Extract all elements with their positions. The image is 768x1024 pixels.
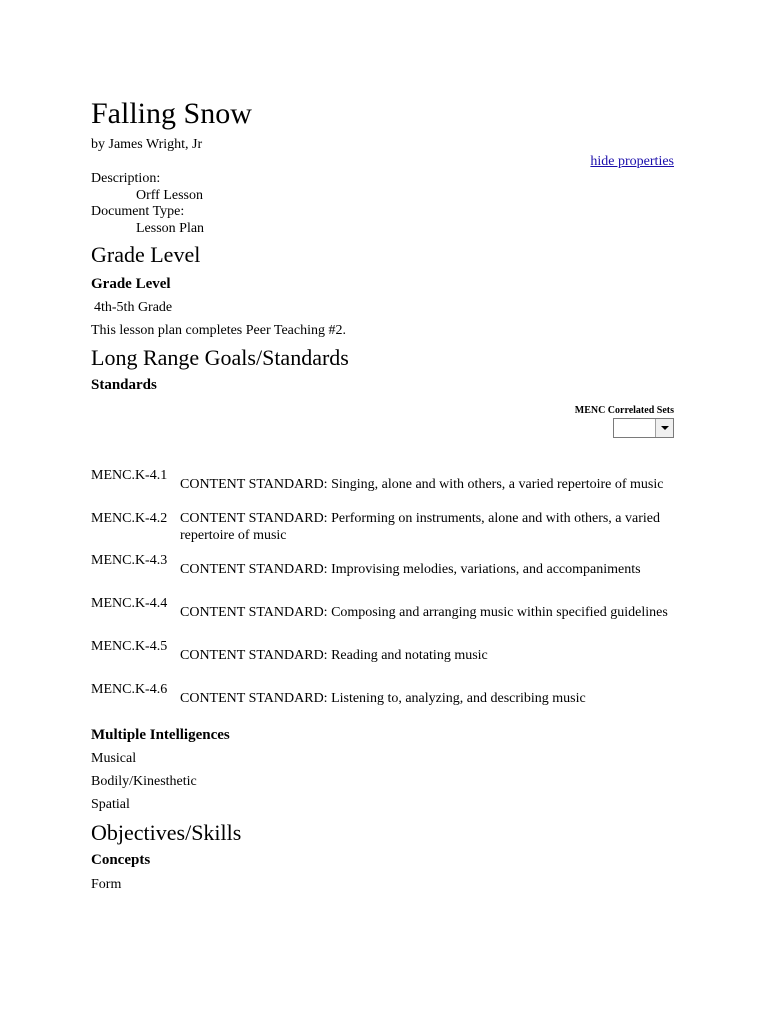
grade-level-value: 4th-5th Grade	[94, 300, 173, 315]
chevron-down-icon	[661, 426, 669, 430]
menc-correlated-sets-select[interactable]	[613, 418, 674, 438]
description-value: Orff Lesson	[136, 188, 204, 203]
standard-text: CONTENT STANDARD: Reading and notating music	[180, 647, 488, 663]
standard-code: MENC.K-4.1	[91, 468, 168, 483]
standard-text: CONTENT STANDARD: Improvising melodies, variations, and accompaniments	[180, 561, 641, 577]
standard-row	[91, 510, 677, 544]
standards-subheading: Standards	[91, 377, 157, 393]
standard-code: MENC.K-4.2	[91, 511, 168, 526]
standard-code: MENC.K-4.5	[91, 639, 168, 654]
standard-code: MENC.K-4.6	[91, 682, 168, 697]
standard-row	[91, 467, 677, 501]
document-author: by James Wright, Jr	[91, 137, 203, 152]
document-type-label: Document Type:	[91, 204, 185, 219]
intelligences-subheading: Multiple Intelligences	[91, 727, 230, 743]
document-type-value: Lesson Plan	[136, 221, 205, 236]
menc-select-label: MENC Correlated Sets	[574, 405, 674, 416]
intelligence-item: Musical	[91, 751, 137, 766]
document-title: Falling Snow	[91, 97, 252, 130]
intelligence-item: Spatial	[91, 797, 130, 812]
grade-level-heading: Grade Level	[91, 242, 201, 267]
standard-text: CONTENT STANDARD: Listening to, analyzing, and describing music	[180, 690, 586, 706]
standard-text: CONTENT STANDARD: Performing on instruments, alone and with others, a varied repertoire of music	[180, 511, 660, 543]
concepts-subheading: Concepts	[91, 852, 151, 868]
standard-row	[91, 638, 677, 672]
standard-text: CONTENT STANDARD: Composing and arranging music within specified guidelines	[180, 604, 668, 620]
objectives-heading: Objectives/Skills	[91, 820, 242, 845]
standard-code: MENC.K-4.3	[91, 553, 168, 568]
grade-level-subheading: Grade Level	[91, 276, 171, 292]
standard-row	[91, 595, 677, 629]
hide-properties-link[interactable]: hide properties	[590, 154, 674, 169]
intelligence-item: Bodily/Kinesthetic	[91, 774, 197, 789]
description-label: Description:	[91, 171, 161, 186]
standard-row	[91, 552, 677, 586]
standard-code: MENC.K-4.4	[91, 596, 168, 611]
goals-heading: Long Range Goals/Standards	[91, 345, 349, 370]
select-arrow-button[interactable]	[655, 419, 673, 437]
standard-row	[91, 681, 677, 715]
concept-item: Form	[91, 877, 122, 892]
standard-text: CONTENT STANDARD: Singing, alone and with others, a varied repertoire of music	[180, 476, 664, 492]
grade-level-note: This lesson plan completes Peer Teaching #2.	[91, 323, 346, 338]
